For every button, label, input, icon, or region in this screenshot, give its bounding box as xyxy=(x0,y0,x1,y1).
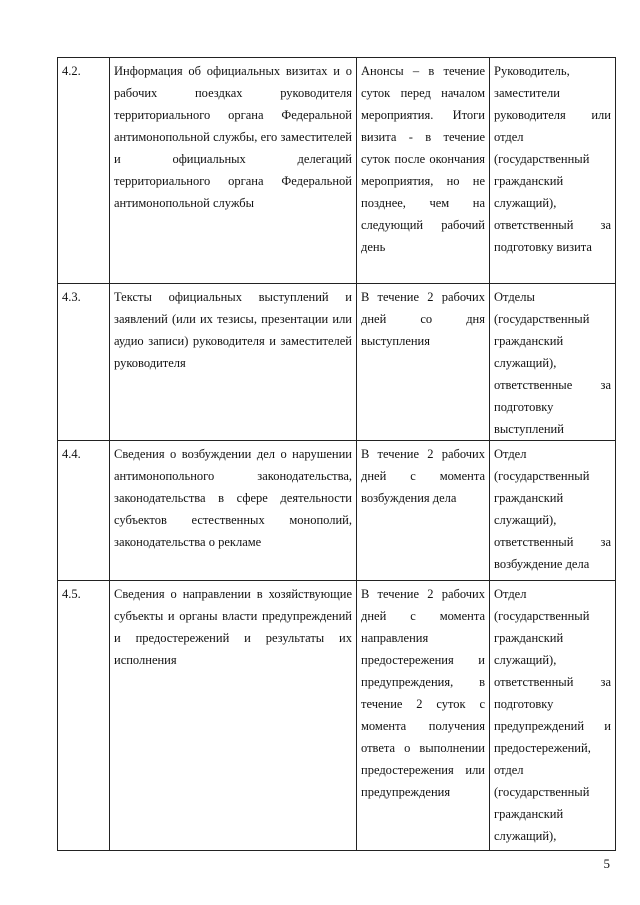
row-term: Анонсы – в течение суток перед началом мероприятия. Итоги визита - в течение суток после окончания мероприятия, но не позднее, чем на следующий рабочий день xyxy=(357,58,490,284)
row-responsible: Отдел (государственный гражданский служащий), ответственный за подготовку предупреждений и предостережений, отдел (государственный гражданский служащий), xyxy=(490,581,616,851)
row-term: В течение 2 рабочих дней с момента возбуждения дела xyxy=(357,441,490,581)
table-row xyxy=(58,58,616,284)
table-row xyxy=(58,441,616,581)
row-number: 4.2. xyxy=(58,58,110,284)
row-info: Информация об официальных визитах и о рабочих поездках руководителя территориального органа Федеральной антимонопольной службы, его заместителей и официальных делегаций территориального органа Федеральной антимонопольной службы xyxy=(110,58,357,284)
row-term: В течение 2 рабочих дней со дня выступления xyxy=(357,284,490,441)
table-row xyxy=(58,581,616,851)
row-number: 4.3. xyxy=(58,284,110,441)
row-term: В течение 2 рабочих дней с момента направления предостережения и предупреждения, в течение 2 суток с момента получения ответа о выполнении предостережения или предупреждения xyxy=(357,581,490,851)
row-responsible: Отделы (государственный гражданский служащий), ответственные за подготовку выступлений xyxy=(490,284,616,441)
document-table xyxy=(57,57,616,851)
row-number: 4.5. xyxy=(58,581,110,851)
row-info: Тексты официальных выступлений и заявлений (или их тезисы, презентации или аудио записи) руководителя и заместителей руководителя xyxy=(110,284,357,441)
row-number: 4.4. xyxy=(58,441,110,581)
row-responsible: Руководитель, заместители руководителя или отдел (государственный гражданский служащий), ответственный за подготовку визита xyxy=(490,58,616,284)
table-row xyxy=(58,284,616,441)
row-info: Сведения о возбуждении дел о нарушении антимонопольного законодательства, законодательства в сфере деятельности субъектов естественных монополий, законодательства о рекламе xyxy=(110,441,357,581)
page-number: 5 xyxy=(603,856,610,871)
row-responsible: Отдел (государственный гражданский служащий), ответственный за возбуждение дела xyxy=(490,441,616,581)
row-info: Сведения о направлении в хозяйствующие субъекты и органы власти предупреждений и предостережений и результаты их исполнения xyxy=(110,581,357,851)
